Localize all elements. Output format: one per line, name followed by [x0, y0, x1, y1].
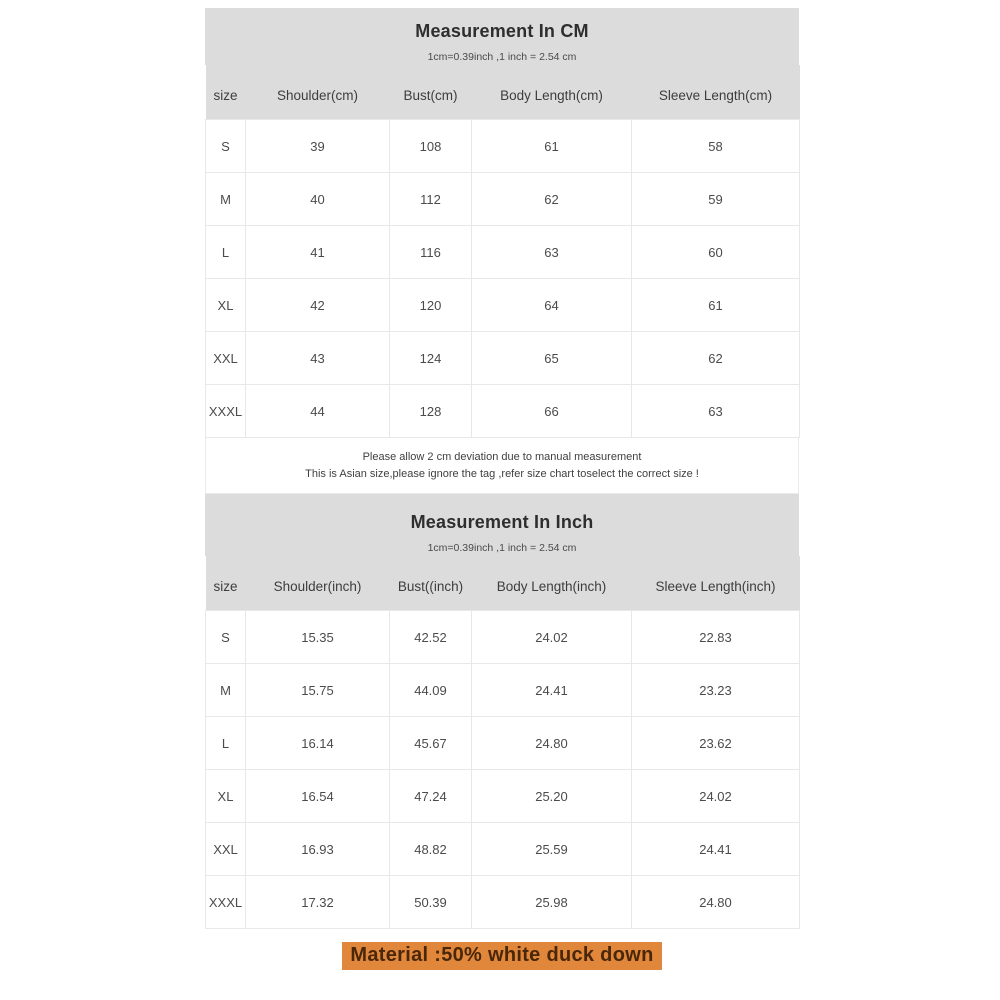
size-cell: M: [206, 664, 246, 717]
table-row: [206, 770, 800, 823]
value-cell: 58: [632, 120, 800, 173]
value-cell: 59: [632, 173, 800, 226]
value-cell: 16.93: [246, 823, 390, 876]
inch-header-band: [205, 494, 799, 556]
value-cell: 61: [632, 279, 800, 332]
value-cell: 22.83: [632, 611, 800, 664]
note-deviation: Please allow 2 cm deviation due to manual measurement: [362, 451, 642, 463]
value-cell: 24.80: [472, 717, 632, 770]
value-cell: 124: [390, 332, 472, 385]
table-row: [206, 332, 800, 385]
value-cell: 65: [472, 332, 632, 385]
inch-section: [205, 494, 799, 929]
value-cell: 112: [390, 173, 472, 226]
value-cell: 23.62: [632, 717, 800, 770]
value-cell: 25.20: [472, 770, 632, 823]
size-cell: XXL: [206, 332, 246, 385]
value-cell: 63: [632, 385, 800, 438]
value-cell: 44: [246, 385, 390, 438]
value-cell: 116: [390, 226, 472, 279]
value-cell: 23.23: [632, 664, 800, 717]
value-cell: 63: [472, 226, 632, 279]
value-cell: 24.80: [632, 876, 800, 929]
table-row: [206, 823, 800, 876]
value-cell: 25.59: [472, 823, 632, 876]
value-cell: 24.02: [472, 611, 632, 664]
value-cell: 15.35: [246, 611, 390, 664]
value-cell: 39: [246, 120, 390, 173]
table-header-row: [206, 65, 800, 120]
inch-table: [205, 556, 800, 929]
value-cell: 17.32: [246, 876, 390, 929]
value-cell: 62: [472, 173, 632, 226]
inch-title: Measurement In Inch: [410, 512, 594, 532]
column-header: size: [206, 556, 246, 611]
value-cell: 64: [472, 279, 632, 332]
cm-header-band: [205, 8, 799, 65]
value-cell: 42: [246, 279, 390, 332]
column-header: Bust((inch): [390, 556, 472, 611]
footer: [205, 942, 799, 970]
size-cell: XXL: [206, 823, 246, 876]
column-header: Sleeve Length(cm): [632, 65, 800, 120]
table-row: [206, 226, 800, 279]
value-cell: 43: [246, 332, 390, 385]
value-cell: 15.75: [246, 664, 390, 717]
size-chart-sheet: [205, 8, 799, 970]
size-cell: XL: [206, 279, 246, 332]
table-row: [206, 611, 800, 664]
table-row: [206, 279, 800, 332]
column-header: Body Length(inch): [472, 556, 632, 611]
table-row: [206, 664, 800, 717]
value-cell: 16.54: [246, 770, 390, 823]
size-cell: L: [206, 717, 246, 770]
value-cell: 48.82: [390, 823, 472, 876]
value-cell: 61: [472, 120, 632, 173]
table-row: [206, 385, 800, 438]
value-cell: 16.14: [246, 717, 390, 770]
column-header: Bust(cm): [390, 65, 472, 120]
value-cell: 50.39: [390, 876, 472, 929]
size-cell: S: [206, 611, 246, 664]
table-row: [206, 717, 800, 770]
note-asian-size: This is Asian size,please ignore the tag ,refer size chart toselect the correct size !: [305, 468, 699, 480]
value-cell: 120: [390, 279, 472, 332]
column-header: Body Length(cm): [472, 65, 632, 120]
size-cell: L: [206, 226, 246, 279]
value-cell: 47.24: [390, 770, 472, 823]
cm-section: [205, 8, 799, 438]
value-cell: 128: [390, 385, 472, 438]
table-row: [206, 120, 800, 173]
value-cell: 45.67: [390, 717, 472, 770]
size-cell: XXXL: [206, 876, 246, 929]
value-cell: 25.98: [472, 876, 632, 929]
value-cell: 24.02: [632, 770, 800, 823]
size-cell: XXXL: [206, 385, 246, 438]
size-cell: S: [206, 120, 246, 173]
table-header-row: [206, 556, 800, 611]
inch-subtitle: 1cm=0.39inch ,1 inch = 2.54 cm: [427, 542, 577, 554]
column-header: Shoulder(inch): [246, 556, 390, 611]
value-cell: 24.41: [632, 823, 800, 876]
table-row: [206, 876, 800, 929]
value-cell: 41: [246, 226, 390, 279]
material-highlight: Material :50% white duck down: [342, 942, 661, 970]
table-row: [206, 173, 800, 226]
column-header: Sleeve Length(inch): [632, 556, 800, 611]
value-cell: 44.09: [390, 664, 472, 717]
value-cell: 40: [246, 173, 390, 226]
value-cell: 108: [390, 120, 472, 173]
value-cell: 24.41: [472, 664, 632, 717]
cm-table: [205, 65, 800, 438]
value-cell: 62: [632, 332, 800, 385]
size-cell: XL: [206, 770, 246, 823]
cm-title: Measurement In CM: [415, 21, 589, 41]
cm-subtitle: 1cm=0.39inch ,1 inch = 2.54 cm: [427, 51, 577, 63]
column-header: Shoulder(cm): [246, 65, 390, 120]
column-header: size: [206, 65, 246, 120]
value-cell: 60: [632, 226, 800, 279]
size-cell: M: [206, 173, 246, 226]
value-cell: 42.52: [390, 611, 472, 664]
value-cell: 66: [472, 385, 632, 438]
measurement-notes: [205, 438, 799, 494]
